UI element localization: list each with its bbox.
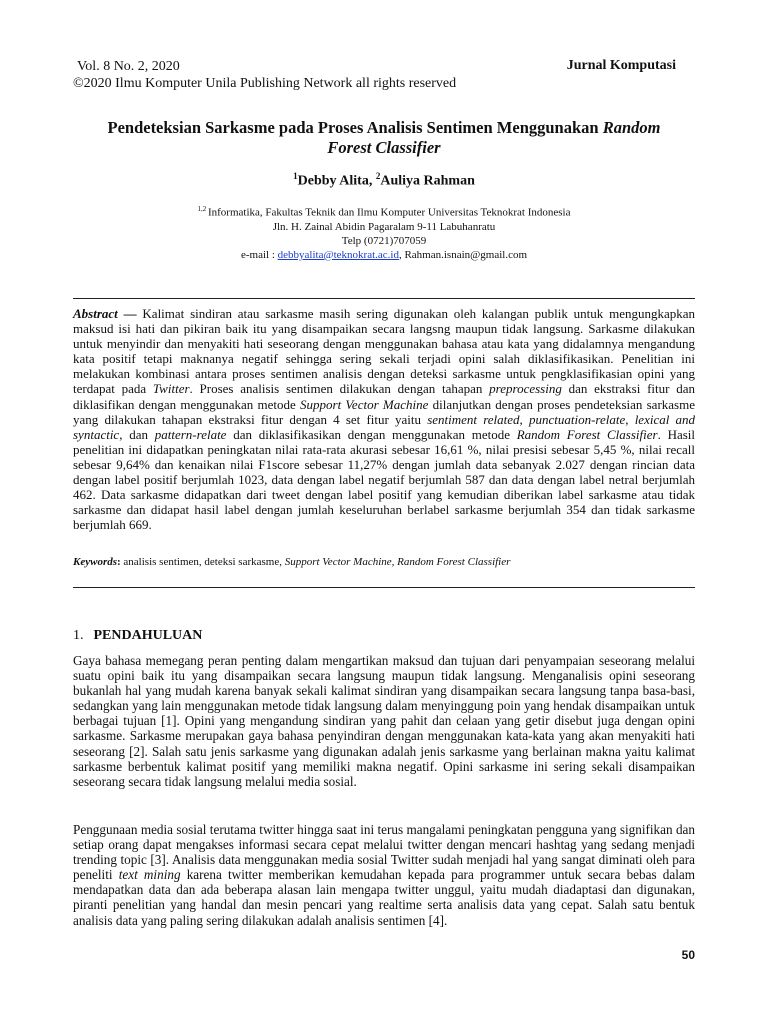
abstract-text: dan ekstraksi fitur dan diklasifikan dengan menggunakan metode: [73, 381, 696, 412]
abstract-bottom-rule: [73, 587, 695, 588]
page-number: 50: [681, 948, 695, 962]
abstract-text: . Hasil penelitian ini didapatkan peningkatan nilai rata-rata akurasi sebesar 16,61 %, nilai presisi sebesar 5,45 %, nilai recall sebesar 9,64% dan kenaikan nilai F1score sebesar 11,27% dengan jumlah data sebanyak 2.027 dengan rincian data dengan label positif berjumlah 1023, data dengan label negatif berjumlah 587 dan data dengan label netral berjumlah 462. Data sarkasme didapatkan dari tweet dengan label positif yang kemudian diberikan label sarkasme atau tidak sarkasme dan didapat hasil label dengan jumlah keseluruhan berlabel sarkasme berjumlah 354 dan tidak sarkasme berjumlah 669.: [73, 426, 696, 533]
journal-header-left: [73, 58, 456, 92]
volume-info: Vol. 8 No. 2, 2020: [77, 59, 180, 74]
affil-institution: Informatika, Fakultas Teknik dan Ilmu Komputer Universitas Teknokrat Indonesia: [207, 206, 571, 219]
keywords-label: Keywords: [73, 556, 117, 568]
abstract-dash: —: [117, 306, 143, 321]
author2-affil-sup: 2: [375, 171, 381, 181]
section-heading: [73, 628, 202, 644]
affiliation-line-1: [73, 202, 695, 220]
abstract-italic: Support Vector Machine: [300, 396, 429, 412]
abstract-italic: lexical and syntactic: [73, 411, 696, 442]
abstract-italic: preprocessing: [489, 381, 562, 397]
section-number: 1.: [73, 628, 84, 643]
email-line: [73, 248, 695, 262]
abstract-label: Abstract: [73, 306, 118, 321]
affiliation-block: [73, 202, 695, 262]
abstract-text: Kalimat sindiran atau sarkasme masih sering digunakan oleh kalangan publik untuk mengungkapkan maksud isi hati dan pikiran baik itu yang disampaikan secara langsng maupun tidak langsung. Sarkasme dilakukan untuk menyindir dan menyakiti hati seseorang dengan menggunakan bahasa atau kata yang didalamnya mengandung kata positif tetapi maknanya negatif sehingga sering sekali terjadi opini salah diklasifikasikan. Penelitian ini melakukan kombinasi antara proses sentimen analisis dengan deteksi sarkasme untuk pengklasifikasian opini yang terdapat pada: [73, 306, 695, 397]
abstract-italic: sentiment related: [427, 411, 520, 427]
abstract-top-rule: [73, 298, 695, 299]
affiliation-line-2: Jln. H. Zainal Abidin Pagaralam 9-11 Labuhanratu: [272, 220, 496, 233]
abstract-text: ,: [625, 411, 635, 427]
author1-affil-sup: 1: [293, 171, 298, 181]
email-prefix: e-mail :: [240, 248, 278, 261]
abstract-text: dilanjutkan dengan proses pendeteksian sarkasme yang dilakukan tahapan ekstraksi fitur dengan 4 set fitur yaitu: [73, 396, 695, 427]
email-link[interactable]: debbyalita@teknokrat.ac.id: [277, 248, 399, 261]
title-italic-b: Forest Classifier: [327, 138, 441, 157]
intro-p2-text-b: karena twitter memberikan kemudahan kepada para programmer untuk secara bebas dalam mendapatkan data dan ada beberapa alasan lain mengapa twitter unggul, yaitu mudah diadaptasi dan digunakan, piranti penelitian yang handal dan mesin pencari yang realtime serta analisis data yang cepat. Salah satu bentuk analisis data yang paling sering dilakukan adalah analisis sentimen [4].: [73, 867, 695, 928]
copyright-notice: ©2020 Ilmu Komputer Unila Publishing Network all rights reserved: [73, 76, 457, 91]
author2-name: Auliya Rahman: [380, 173, 475, 189]
intro-paragraph-1: Gaya bahasa memegang peran penting dalam mengartikan maksud dan tujuan dari penyampaian seseorang melalui suatu opini baik itu yang disampaikan secara langsung maupun tidak langsung. Menganalisis opini seseorang bukanlah hal yang mudah karena banyak sekali kalimat sindiran yang disampaikan secara langsung tanpa basa-basi, sedangkan yang lain menggunakan metode tidak langsung dalam menyinggung poin yang hendak disampaikan untuk berbagai tujuan [1]. Opini yang mengandung sindiran yang pahit dan celaan yang getir disebut juga dengan opini sarkasme. Sarkasme merupakan gaya bahasa penyindiran dengan menggunakan kata-kata yang akan menyakiti hati seseorang [2]. Salah satu jenis sarkasme yang digunakan adalah jenis sarkasme yang berlainan makna yaitu kalimat sarkasme berbentuk kalimat positif yang memiliki makna negatif. Opini sarkasme ini sering sekali disampaikan seseorang secara tidak langsung melalui media sosial.: [73, 653, 695, 789]
abstract-italic: Twitter: [152, 381, 190, 397]
title-italic-a: Random: [602, 118, 661, 137]
abstract-text: ,: [519, 411, 529, 427]
abstract-text: , dan: [119, 426, 155, 442]
abstract-text: . Proses analisis sentimen dilakukan dengan tahapan: [189, 381, 490, 397]
keywords-line: [73, 556, 695, 568]
keywords-plain: analisis sentimen, deteksi sarkasme,: [123, 556, 285, 568]
affiliation-line-3: Telp (0721)707059: [341, 234, 427, 247]
keywords-colon: :: [117, 556, 124, 568]
abstract-italic: Random Forest Classifier: [516, 426, 658, 442]
abstract-text: dan diklasifikasikan dengan menggunakan metode: [226, 426, 517, 442]
intro-p2-text-a: Penggunaan media sosial terutama twitter hingga saat ini terus mangalami peningkatan pengguna yang signifikan dan setiap orang dapat mengakses informasi secara cepat melalui twitter dengan mencari hashtag yang sedang menjadi trending topic [3]. Analisis data menggunakan media sosial Twitter sudah menjadi hal yang sangat diminati oleh para peneliti: [73, 822, 695, 883]
author-list: [73, 171, 695, 190]
intro-paragraph-2: [73, 822, 695, 928]
keywords-italic: Support Vector Machine, Random Forest Classifier: [284, 556, 511, 568]
email-rest: , Rahman.isnain@gmail.com: [398, 248, 528, 261]
journal-name: Jurnal Komputasi: [566, 58, 676, 73]
section-title: PENDAHULUAN: [93, 628, 203, 643]
abstract-paragraph: [73, 306, 695, 532]
paper-title: [73, 118, 695, 158]
title-main: Pendeteksian Sarkasme pada Proses Analisis Sentimen Menggunakan: [107, 118, 603, 137]
intro-p2-italic: text mining: [118, 867, 181, 883]
abstract-italic: punctuation-relate: [528, 411, 626, 427]
abstract-italic: pattern-relate: [154, 426, 227, 442]
affil-sup: 1,2: [197, 205, 208, 213]
author1-name: Debby Alita,: [297, 173, 376, 189]
